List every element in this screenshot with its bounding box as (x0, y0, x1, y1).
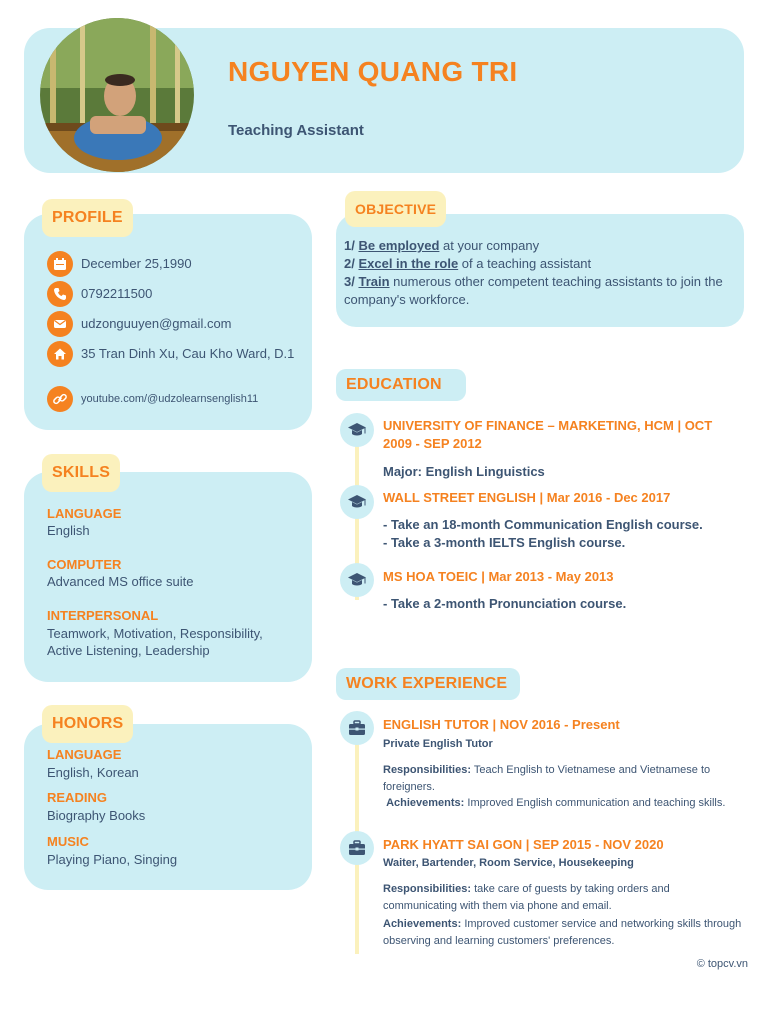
skill-group-title: LANGUAGE (47, 506, 122, 521)
profile-heading: PROFILE (42, 199, 133, 237)
avatar (40, 18, 194, 172)
skills-heading: SKILLS (42, 454, 120, 492)
work-title: PARK HYATT SAI GON | SEP 2015 - NOV 2020 (383, 837, 664, 852)
profile-phone (47, 281, 152, 307)
work-heading: WORK EXPERIENCE (336, 668, 520, 700)
objective-line-1: 1/ Be employed at your company (344, 238, 540, 253)
profile-address (47, 341, 301, 367)
work-title: ENGLISH TUTOR | NOV 2016 - Present (383, 717, 620, 732)
job-title: Teaching Assistant (228, 122, 364, 139)
objective-line-2: 2/ Excel in the role of a teaching assistant (344, 256, 592, 271)
education-detail: - Take an 18-month Communication English course. (383, 517, 703, 532)
honor-group-text: Playing Piano, Singing (47, 852, 178, 867)
honor-group-title: MUSIC (47, 834, 89, 849)
honor-group-title: LANGUAGE (47, 747, 122, 762)
graduation-cap-icon (347, 422, 367, 438)
work-role: Private English Tutor (383, 738, 493, 750)
education-detail: Major: English Linguistics (383, 464, 545, 479)
education-title: UNIVERSITY OF FINANCE – MARKETING, HCM | OCT 2009 - SEP 2012 (383, 418, 713, 451)
honors-heading: HONORS (42, 705, 133, 743)
education-title: WALL STREET ENGLISH | Mar 2016 - Dec 2017 (383, 490, 671, 505)
profile-email-text: udzonguuyen@gmail.com (81, 316, 232, 331)
skill-group-text: English (47, 523, 90, 538)
briefcase-icon (348, 840, 366, 856)
education-heading: EDUCATION (336, 369, 466, 401)
education-detail: - Take a 3-month IELTS English course. (383, 535, 626, 550)
profile-link[interactable] (47, 386, 258, 412)
education-node (340, 563, 374, 597)
candidate-name: NGUYEN QUANG TRI (228, 56, 518, 87)
work-responsibilities: Responsibilities: Teach English to Vietnamese and Vietnamese to foreigners. (383, 764, 711, 793)
graduation-cap-icon (347, 572, 367, 588)
education-node (340, 485, 374, 519)
skill-group-title: COMPUTER (47, 557, 122, 572)
skill-group-text: Teamwork, Motivation, Responsibility, Active Listening, Leadership (47, 626, 263, 658)
footer-credit: © topcv.vn (696, 958, 748, 970)
work-node (340, 711, 374, 745)
work-node (340, 831, 374, 865)
email-icon (47, 311, 73, 337)
graduation-cap-icon (347, 494, 367, 510)
home-icon (47, 341, 73, 367)
phone-icon (47, 281, 73, 307)
profile-email (47, 311, 232, 337)
profile-link-text[interactable]: youtube.com/@udzolearnsenglish11 (81, 393, 259, 405)
profile-birthday-text: December 25,1990 (81, 256, 192, 271)
education-detail: - Take a 2-month Pronunciation course. (383, 596, 627, 611)
honor-group-text: English, Korean (47, 765, 139, 780)
skill-group-text: Advanced MS office suite (47, 574, 194, 589)
link-icon (47, 386, 73, 412)
education-node (340, 413, 374, 447)
objective-line-3: 3/ Train numerous other competent teaching assistants to join the company's workforce. (344, 274, 723, 307)
honor-group-title: READING (47, 790, 107, 805)
education-title: MS HOA TOEIC | Mar 2013 - May 2013 (383, 569, 614, 584)
work-achievements: Achievements: Improved customer service and networking skills through observing and learning customers' preferences. (383, 918, 742, 947)
skill-group-title: INTERPERSONAL (47, 608, 159, 623)
work-achievements: Achievements: Improved English communication and teaching skills. (386, 797, 726, 809)
calendar-icon (47, 251, 73, 277)
profile-address-text: 35 Tran Dinh Xu, Cau Kho Ward, D.1 (81, 346, 295, 361)
work-role: Waiter, Bartender, Room Service, Housekeeping (383, 857, 634, 869)
objective-heading: OBJECTIVE (345, 191, 446, 227)
honor-group-text: Biography Books (47, 808, 146, 823)
profile-phone-text: 0792211500 (81, 286, 153, 301)
profile-birthday (47, 251, 192, 277)
briefcase-icon (348, 720, 366, 736)
work-responsibilities: Responsibilities: take care of guests by taking orders and communicating with them via phone and email. (383, 883, 670, 912)
